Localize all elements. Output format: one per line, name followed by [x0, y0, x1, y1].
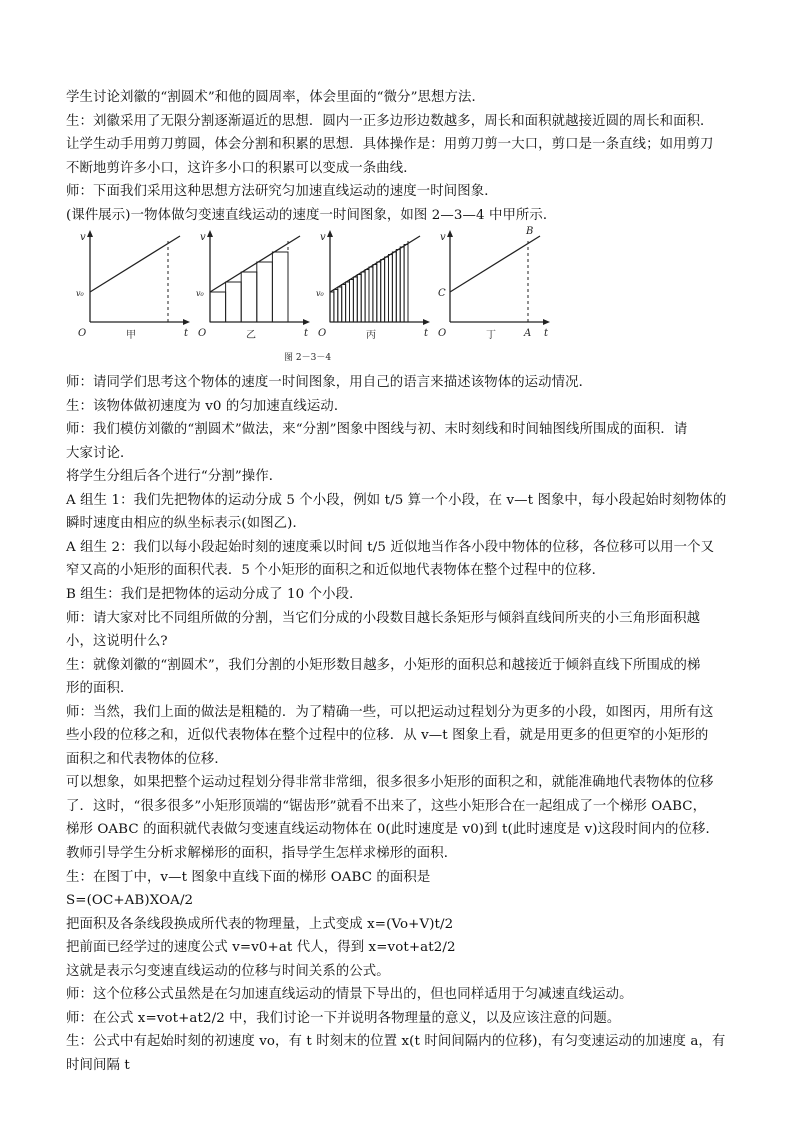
arrow-icon — [543, 319, 550, 325]
rect-bar — [353, 277, 357, 322]
text-line: 生：刘徽采用了无限分割逐渐逼近的思想．圆内一正多边形边数越多，周长和面积就越接近圆的周长和面积． — [66, 113, 714, 129]
rect-bar — [389, 255, 393, 323]
v-axis-label: v — [200, 232, 206, 243]
arrow-icon — [183, 319, 190, 325]
v-axis-label: v — [320, 232, 326, 243]
velocity-line — [210, 236, 300, 292]
rect-bar — [404, 245, 408, 323]
v0-label: v₀ — [196, 289, 204, 298]
rect-bar — [369, 267, 373, 322]
t-axis-label: t — [424, 328, 429, 339]
rect-bar — [346, 282, 350, 322]
origin-label: O — [318, 328, 327, 339]
text-line: 瞬时速度由相应的纵坐标表示(如图乙)． — [66, 516, 306, 532]
text-line: 师：下面我们采用这种思想方法研究匀加速直线运动的速度一时间图象． — [66, 184, 498, 200]
velocity-line — [330, 236, 420, 292]
text-line: S=(OC+AB)XOA/2 — [66, 893, 194, 909]
rect-bar — [396, 250, 400, 323]
v-axis-label: v — [440, 232, 446, 243]
origin-label: O — [78, 328, 87, 339]
text-line: 时间间隔 t — [66, 1057, 130, 1073]
rect-bar — [377, 262, 381, 322]
rect-bar — [338, 287, 342, 322]
text-line: 生：该物体做初速度为 v0 的匀加速直线运动． — [66, 398, 348, 414]
text-line: 窄又高的小矩形的面积代表．5 个小矩形的面积之和近似地代表物体在整个过程中的位移． — [66, 563, 606, 579]
rect-bar — [385, 257, 389, 322]
text-line: 师：请大家对比不同组所做的分割，当它们分成的小段数目越长条矩形与倾斜直线间所夹的小三角形面积越 — [66, 610, 701, 626]
rect-bar — [272, 252, 288, 322]
text-line: 可以想象，如果把整个运动过程划分得非常非常细，很多很多小矩形的面积之和，就能准确地代表物体的位移 — [66, 775, 714, 791]
t-axis-label: t — [184, 328, 189, 339]
arrow-icon — [327, 230, 333, 237]
rect-bar — [357, 275, 361, 323]
v0-label: v₀ — [316, 289, 324, 298]
rect-bar — [373, 265, 377, 323]
arrow-icon — [207, 230, 213, 237]
panel-label: 甲 — [126, 330, 136, 341]
rect-bar — [350, 280, 354, 323]
text-line: 些小段的位移之和，近似代表物体在整个过程中的位移．从 v—t 图象上看，就是用更多的但更窄的小矩形的 — [66, 728, 709, 744]
text-line: 把面积及各条线段换成所代表的物理量，上式变成 x=(Vo+V)t/2 — [66, 916, 454, 932]
panel-label: 乙 — [246, 330, 256, 341]
arrow-icon — [303, 319, 310, 325]
v-axis-label: v — [80, 232, 86, 243]
text-line: (课件展示)一物体做匀变速直线运动的速度一时间图象，如图 2—3—4 中甲所示． — [66, 208, 557, 223]
text-line: 师：这个位移公式虽然是在匀加速直线运动的情景下导出的，但也同样适用于匀减速直线运动。 — [66, 987, 633, 1003]
panel-label: 丙 — [366, 330, 376, 341]
text-line: 生：在图丁中，v—t 图象中直线下面的梯形 OABC 的面积是 — [66, 869, 431, 885]
figure-2-3-4 — [72, 226, 562, 366]
t-axis-label: t — [544, 328, 549, 339]
rect-bar — [400, 247, 404, 322]
rect-bar — [210, 292, 226, 322]
text-line: 面积之和代表物体的位移． — [66, 751, 228, 767]
text-line: 生：公式中有起始时刻的初速度 vo，有 t 时刻末的位置 x(t 时间间隔内的位移)，有匀变速运动的加速度 a，有 — [66, 1034, 726, 1050]
point-c-label: C — [438, 288, 446, 299]
rect-bar — [257, 262, 273, 322]
rect-bar — [342, 285, 346, 323]
origin-label: O — [438, 328, 447, 339]
text-line: 师：我们模仿刘徽的“割圆术”做法，来“分割”图象中图线与初、末时刻线和时间轴图线所围成的面积．请 — [66, 422, 688, 438]
rect-bar — [381, 260, 385, 323]
text-line: A 组生 2：我们以每小段起始时刻的速度乘以时间 t/5 近似地当作各小段中物体的位移，各位移可以用一个又 — [66, 539, 715, 555]
figure-caption: 图 2－3－4 — [284, 353, 332, 363]
velocity-line — [90, 236, 180, 292]
text-line: 大家讨论． — [66, 445, 134, 461]
text-line: 师：请同学们思考这个物体的速度一时间图象，用自己的语言来描述该物体的运动情况． — [66, 375, 593, 390]
text-line: 教师引导学生分析求解梯形的面积，指导学生怎样求梯形的面积． — [66, 846, 458, 861]
v0-label: v₀ — [76, 289, 84, 298]
rect-bar — [361, 272, 365, 322]
text-line: 梯形 OABC 的面积就代表做匀变速直线运动物体在 0(此时速度是 v0)到 t(此时速度是 v)这段时间内的位移． — [66, 822, 719, 838]
text-line: 将学生分组后各个进行“分割”操作． — [66, 469, 283, 485]
point-a-label: A — [524, 328, 532, 339]
text-line: 形的面积． — [66, 681, 134, 697]
panel-label: 丁 — [486, 330, 496, 341]
text-line: 让学生动手用剪刀剪圆，体会分割和积累的思想．具体操作是：用剪刀剪一大口，剪口是一条直线；如用剪刀 — [66, 137, 714, 153]
arrow-icon — [87, 230, 93, 237]
point-b-label: B — [526, 226, 534, 237]
rect-bar — [226, 282, 242, 322]
text-line: 师：在公式 x=vot+at2/2 中，我们讨论一下并说明各物理量的意义，以及应该注意的问题。 — [66, 1010, 621, 1026]
t-axis-label: t — [304, 328, 309, 339]
text-line: A 组生 1：我们先把物体的运动分成 5 个小段，例如 t/5 算一个小段，在 v—t 图象中，每小段起始时刻物体的 — [66, 492, 727, 508]
text-line: 把前面已经学过的速度公式 v=v0+at 代人，得到 x=vot+at2/2 — [66, 940, 456, 956]
text-line: 学生讨论刘徽的“割圆术”和他的圆周率，体会里面的“微分”思想方法． — [66, 90, 486, 105]
vt-graphs — [72, 226, 562, 366]
velocity-line — [450, 236, 540, 292]
rect-bar — [334, 290, 338, 323]
rect-bar — [241, 272, 257, 322]
origin-label: O — [198, 328, 207, 339]
text-line: 生：就像刘徽的“割圆术”，我们分割的小矩形数目越多，小矩形的面积总和越接近于倾斜直线下所围成的梯 — [66, 657, 701, 673]
text-line: 小，这说明什么? — [66, 634, 168, 650]
rect-bar — [365, 270, 369, 323]
arrow-icon — [447, 230, 453, 237]
text-line: 师：当然，我们上面的做法是粗糙的．为了精确一些，可以把运动过程划分为更多的小段，如图丙，用所有这 — [66, 704, 714, 720]
text-line: 了．这时，“很多很多”小矩形顶端的“锯齿形”就看不出来了，这些小矩形合在一起组成了一个梯形 OABC， — [66, 798, 707, 814]
arrow-icon — [423, 319, 430, 325]
text-line: 不断地剪许多小口，这许多小口的积累可以变成一条曲线． — [66, 160, 417, 176]
text-line: B 组生：我们是把物体的运动分成了 10 个小段． — [66, 586, 363, 602]
rect-bar — [392, 252, 396, 322]
text-line: 这就是表示匀变速直线运动的位移与时间关系的公式。 — [66, 963, 390, 979]
